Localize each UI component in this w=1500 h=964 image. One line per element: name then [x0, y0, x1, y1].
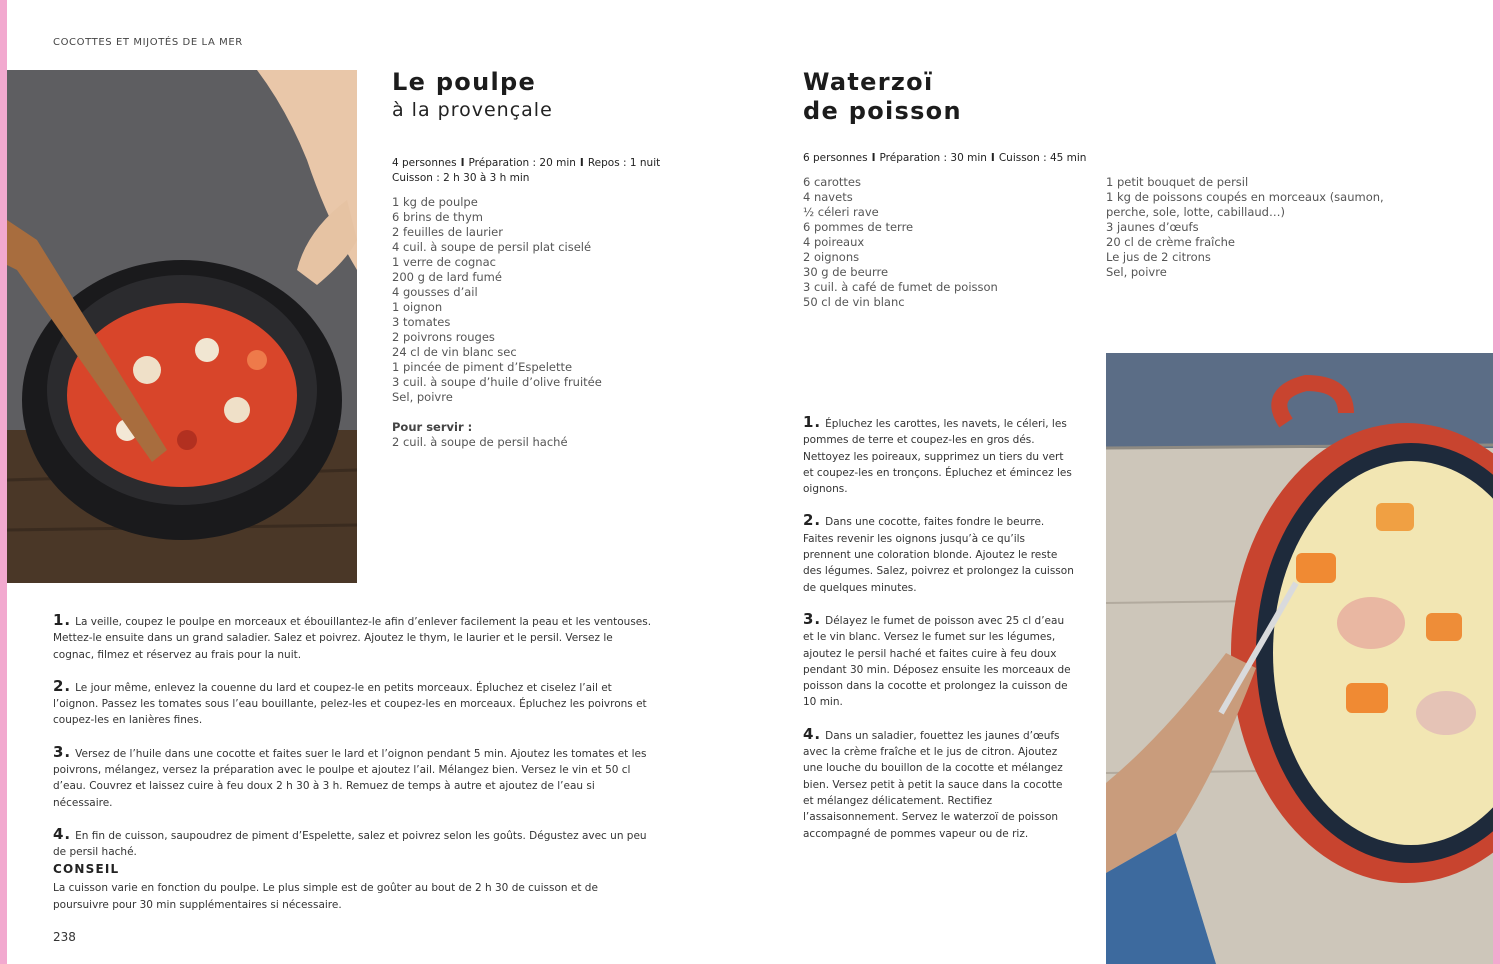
- ingredient-item: 1 pincée de piment d’Espelette: [392, 360, 573, 374]
- meta-separator: I: [460, 157, 465, 169]
- recipe1-title: [392, 68, 553, 123]
- ingredient-item: 1 verre de cognac: [392, 255, 496, 269]
- ingredient-item: 200 g de lard fumé: [392, 270, 502, 284]
- ingredient-item: 4 cuil. à soupe de persil plat ciselé: [392, 240, 592, 254]
- ingredient-item: 1 kg de poissons coupés en morceaux (saumon, perche, sole, lotte, cabillaud…): [1106, 190, 1384, 219]
- page-number: 238: [53, 930, 76, 944]
- recipe2-steps: [803, 414, 1075, 857]
- ingredient-item: 3 jaunes d’œufs: [1106, 220, 1199, 234]
- ingredient-item: 1 kg de poulpe: [392, 195, 478, 209]
- ingredient-item: 4 navets: [803, 190, 853, 204]
- ingredient-item: Sel, poivre: [1106, 265, 1167, 279]
- serve-label: Pour servir :: [392, 420, 473, 434]
- recipe1-rest-time: Repos : 1 nuit: [587, 157, 661, 169]
- ingredient-item: 30 g de beurre: [803, 265, 889, 279]
- recipe1-ingredients: [392, 195, 602, 450]
- ingredient-item: Sel, poivre: [392, 390, 453, 404]
- meta-separator: I: [871, 152, 876, 164]
- meta-separator: I: [579, 157, 584, 169]
- recipe1-steps: [53, 612, 653, 876]
- step-number: 3.: [803, 609, 822, 628]
- recipe1-title-main: Le poulpe: [392, 68, 537, 96]
- step-number: 1.: [803, 413, 822, 431]
- step-text: Versez de l’huile dans une cocotte et faites suer le lard et l’oignon pendant 5 min. Ajoutez les tomates et les poivrons, mélangez, versez la préparation avec le poulpe et ajoutez l’ail. Mélangez bien. Versez le vin et 50 cl d’eau. Couvrez et laissez cuire à feu doux 2 h 30 à 3 h. Remuez de temps à autre et ajoutez de l’eau si nécessaire.: [53, 747, 647, 809]
- ingredient-item: 6 brins de thym: [392, 210, 483, 224]
- recipe2-servings: 6 personnes: [803, 152, 868, 164]
- step-text: En fin de cuisson, saupoudrez de piment d’Espelette, salez et poivrez selon les goûts. Dégustez avec un peu de persil haché.: [53, 829, 647, 859]
- recipe-step: [803, 414, 1075, 497]
- step-text: Le jour même, enlevez la couenne du lard et coupez-le en petits morceaux. Épluchez et ciselez l’ail et l’oignon. Passez les tomates sous l’eau bouillante, pelez-les et coupez-les en morceaux. Épluchez les poivrons et coupez-les en lanières fines.: [53, 681, 647, 727]
- ingredient-item: 4 poireaux: [803, 235, 865, 249]
- step-number: 1.: [53, 611, 72, 629]
- recipe1-meta: [392, 156, 660, 186]
- recipe2-ingredients-col2: [1106, 175, 1386, 280]
- ingredient-item: 2 oignons: [803, 250, 860, 264]
- step-number: 4.: [53, 824, 72, 843]
- recipe-step: [803, 611, 1075, 711]
- ingredient-item: ½ céleri rave: [803, 205, 879, 219]
- step-text: Délayez le fumet de poisson avec 25 cl d’eau et le vin blanc. Versez le fumet sur les légumes, ajoutez le persil haché et faites cuire à feu doux pendant 30 min. Déposez ensuite les morceaux de poisson dans la cocotte et prolongez la cuisson de 10 min.: [803, 614, 1071, 709]
- meta-separator: I: [990, 152, 995, 164]
- ingredient-item: 3 cuil. à soupe d’huile d’olive fruitée: [392, 375, 602, 389]
- recipe2-ingredients-col1: [803, 175, 998, 310]
- recipe2-title-main: Waterzoï: [803, 68, 934, 96]
- page-edge-left: [0, 0, 7, 964]
- ingredient-item: Le jus de 2 citrons: [1106, 250, 1211, 264]
- octopus-stew-photo: [7, 70, 357, 583]
- recipe1-servings: 4 personnes: [392, 157, 457, 169]
- step-number: 3.: [53, 742, 72, 761]
- step-number: 2.: [803, 511, 822, 530]
- recipe1-prep-time: Préparation : 20 min: [468, 157, 576, 169]
- ingredient-item: 1 oignon: [392, 300, 443, 314]
- ingredient-item: 6 pommes de terre: [803, 220, 914, 234]
- recipe-step: [53, 744, 653, 811]
- ingredient-item: 2 feuilles de laurier: [392, 225, 503, 239]
- recipe-step: [53, 612, 653, 663]
- conseil-title: CONSEIL: [53, 862, 120, 876]
- waterzoi-photo: [1106, 353, 1493, 964]
- recipe2-title-sub: de poisson: [803, 97, 962, 125]
- ingredient-item: 1 petit bouquet de persil: [1106, 175, 1249, 189]
- step-text: Dans une cocotte, faites fondre le beurre. Faites revenir les oignons jusqu’à ce qu’ils prennent une coloration blonde. Ajoutez le reste des légumes. Salez, poivrez et prolongez la cuisson de quelques minutes.: [803, 516, 1074, 594]
- step-text: Épluchez les carottes, les navets, le céleri, les pommes de terre et coupez-les en gros dés. Nettoyez les poireaux, supprimez un tiers du vert et coupez-les en tronçons. Épluchez et émincez les oignons.: [803, 418, 1072, 496]
- recipe2-title: [803, 68, 962, 126]
- ingredient-item: 3 cuil. à café de fumet de poisson: [803, 280, 998, 294]
- running-head: COCOTTES ET MIJOTÉS DE LA MER: [53, 37, 243, 48]
- recipe2-prep-time: Préparation : 30 min: [879, 152, 987, 164]
- ingredient-item: 50 cl de vin blanc: [803, 295, 905, 309]
- recipe-step: [803, 726, 1075, 842]
- recipe1-cook-time: Cuisson : 2 h 30 à 3 h min: [392, 172, 530, 184]
- page-edge-right: [1493, 0, 1500, 964]
- ingredient-item: 3 tomates: [392, 315, 451, 329]
- waterzoi-illustration: [1106, 353, 1493, 964]
- ingredient-item: 2 poivrons rouges: [392, 330, 495, 344]
- ingredient-item: 24 cl de vin blanc sec: [392, 345, 517, 359]
- recipe1-title-sub: à la provençale: [392, 99, 553, 121]
- recipe-step: [803, 512, 1075, 595]
- conseil-text: La cuisson varie en fonction du poulpe. Le plus simple est de goûter au bout de 2 h 30 de cuisson et de poursuivre pour 30 min supplémentaires si nécessaire.: [53, 882, 598, 911]
- step-number: 4.: [803, 724, 822, 743]
- step-text: La veille, coupez le poulpe en morceaux et ébouillantez-le afin d’enlever facilement la peau et les ventouses. Mettez-le ensuite dans un grand saladier. Salez et poivrez. Ajoutez le thym, le laurier et le persil. Versez le cognac, filmez et réservez au frais pour la nuit.: [53, 616, 652, 661]
- serve-item: 2 cuil. à soupe de persil haché: [392, 435, 568, 449]
- ingredient-item: 6 carottes: [803, 175, 861, 189]
- recipe2-cook-time: Cuisson : 45 min: [998, 152, 1087, 164]
- step-number: 2.: [53, 676, 72, 695]
- recipe-step: [53, 826, 653, 861]
- ingredient-item: 4 gousses d’ail: [392, 285, 478, 299]
- recipe2-meta: [803, 151, 1086, 166]
- octopus-stew-illustration: [7, 70, 357, 583]
- step-text: Dans un saladier, fouettez les jaunes d’œufs avec la crème fraîche et le jus de citron. Ajoutez une louche du bouillon de la cocotte et mélangez bien. Versez petit à petit la sauce dans la cocotte et mélangez délicatement. Rectifiez l’assaisonnement. Servez le waterzoï de poisson accompagné de pommes vapeur ou de riz.: [803, 729, 1063, 840]
- ingredient-item: 20 cl de crème fraîche: [1106, 235, 1236, 249]
- recipe-step: [53, 678, 653, 729]
